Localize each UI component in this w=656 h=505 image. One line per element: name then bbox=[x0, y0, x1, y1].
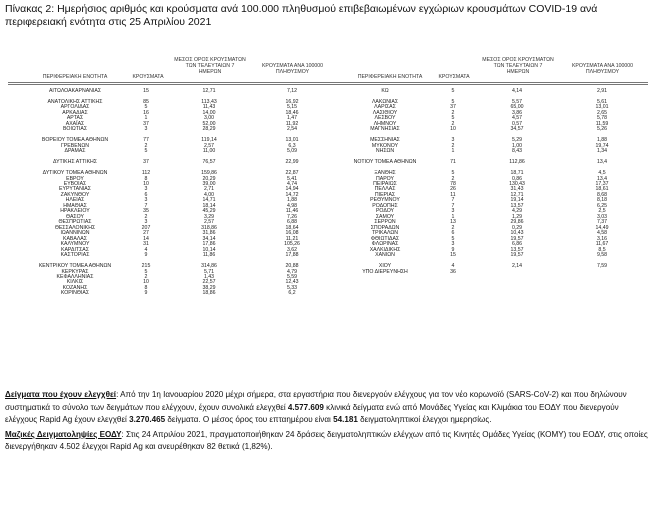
per100k-cell: 22,99 bbox=[285, 159, 299, 166]
region-cell: ΕΥΡΥΤΑΝΙΑΣ bbox=[59, 186, 91, 193]
region-cell: ΧΑΛΚΙΔΙΚΗΣ bbox=[369, 246, 401, 253]
region-cell: ΛΗΜΝΟΥ bbox=[373, 120, 397, 127]
cases-cell: 207 bbox=[141, 224, 151, 231]
header-region-left: ΠΕΡΙΦΕΡΕΙΑΚΗ ΕΝΟΤΗΤΑ bbox=[42, 74, 108, 80]
region-cell: ΞΑΝΘΗΣ bbox=[374, 170, 396, 177]
header-avg7-left: ΜΕΣΟΣ ΟΡΟΣ ΚΡΟΥΣΜΑΤΩΝ ΤΩΝ ΤΕΛΕΥΤΑΙΩΝ 7 ΗΜΕΡΩΝ bbox=[174, 57, 246, 75]
avg7-cell: 10,43 bbox=[510, 230, 524, 237]
cases-cell: 1 bbox=[144, 115, 148, 122]
per100k-cell: 9,58 bbox=[596, 252, 608, 259]
avg7-cell: 130,43 bbox=[509, 180, 525, 187]
cases-cell: 36 bbox=[450, 268, 456, 275]
header-rule-bottom bbox=[8, 84, 648, 85]
cases-cell: 112 bbox=[141, 170, 151, 177]
avg7-cell: 5,29 bbox=[511, 137, 523, 144]
header-cases-left: ΚΡΟΥΣΜΑΤΑ bbox=[132, 74, 164, 80]
avg7-cell: 2,57 bbox=[203, 219, 215, 226]
per100k-cell: 5,78 bbox=[596, 115, 608, 122]
per100k-cell: 4,74 bbox=[286, 180, 298, 187]
per100k-cell: 5,33 bbox=[286, 284, 298, 291]
cases-cell: 2 bbox=[451, 175, 455, 182]
avg7-cell: 18,14 bbox=[202, 202, 216, 209]
avg7-cell: 2,57 bbox=[203, 142, 215, 149]
cases-cell: 77 bbox=[143, 137, 149, 144]
cases-cell: 4 bbox=[144, 246, 148, 253]
region-cell: ΣΠΟΡΑΔΩΝ bbox=[370, 224, 400, 231]
per100k-cell: 3,62 bbox=[286, 246, 298, 253]
region-cell: ΛΑΚΩΝΙΑΣ bbox=[371, 98, 399, 105]
per100k-cell: 5,15 bbox=[286, 104, 298, 111]
region-cell: ΙΩΑΝΝΙΝΩΝ bbox=[60, 230, 90, 237]
header-rule-top bbox=[8, 82, 648, 83]
region-cell: ΜΥΚΟΝΟΥ bbox=[371, 142, 399, 149]
avg7-cell: 3,86 bbox=[511, 109, 523, 116]
avg7-cell: 318,86 bbox=[201, 224, 217, 231]
avg7-cell: 0,29 bbox=[511, 224, 523, 231]
cases-cell: 3 bbox=[144, 197, 148, 204]
avg7-cell: 34,14 bbox=[202, 235, 216, 242]
region-cell: ΚΕΦΑΛΛΗΝΙΑΣ bbox=[56, 273, 94, 280]
region-cell: ΑΙΤΩΛΟΑΚΑΡΝΑΝΙΑΣ bbox=[48, 88, 102, 94]
avg7-cell: 34,57 bbox=[510, 126, 524, 133]
cases-cell: 3 bbox=[144, 186, 148, 193]
per100k-cell: 17,37 bbox=[595, 180, 609, 187]
per100k-cell: 11,46 bbox=[285, 208, 299, 215]
region-cell: ΡΕΘΥΜΝΟΥ bbox=[370, 197, 400, 204]
per100k-cell: 4,5 bbox=[598, 170, 606, 177]
region-cell: ΗΡΑΚΛΕΙΟΥ bbox=[60, 208, 90, 215]
per100k-cell: 14,94 bbox=[285, 186, 299, 193]
region-cell: ΛΕΣΒΟΥ bbox=[374, 115, 396, 122]
cases-cell: 15 bbox=[143, 88, 149, 94]
region-cell: ΔΥΤΙΚΗΣ ΑΤΤΙΚΗΣ bbox=[53, 159, 97, 166]
cases-cell: 5 bbox=[451, 88, 455, 94]
avg7-cell: 11,00 bbox=[202, 148, 216, 155]
table-title: Πίνακας 2: Ημερήσιος αριθμός και κρούσματα ανά 100.000 πληθυσμού επιβεβαιωμένων εγχώριων κρουσμάτων COVID-19 ανά περιφερειακή ενότητα στις 25 Απριλίου 2021 bbox=[5, 3, 598, 28]
avg7-cell: 19,57 bbox=[510, 252, 524, 259]
avg7-cell: 10,14 bbox=[202, 246, 216, 253]
region-cell: ΚΩ bbox=[381, 88, 389, 94]
avg7-cell: 6,86 bbox=[511, 241, 523, 248]
avg7-cell: 18,71 bbox=[510, 170, 524, 177]
avg7-cell: 4,57 bbox=[511, 115, 523, 122]
avg7-cell: 1,43 bbox=[203, 273, 215, 280]
cases-cell: 3 bbox=[451, 208, 455, 215]
avg7-cell: 11,43 bbox=[202, 104, 216, 111]
mass-testing-paragraph: Μαζικές Δειγματοληψίες ΕΟΔΥ: Στις 24 Απριλίου 2021, πραγματοποιήθηκαν 24 δράσεις δειγματοληπτικών ελέγχων από τις Κινητές Ομάδες Υγείας (ΚΟΜΥ) του ΕΟΔΥ, στις οποίες διενεργήθηκαν 4.502 έλεγχοι Rapid Ag και ανευρέθηκαν 82 θετικά (1,82%). bbox=[5, 429, 648, 451]
region-cell: ΡΟΔΟΥ bbox=[375, 208, 395, 215]
per100k-cell: 11,59 bbox=[595, 120, 609, 127]
per100k-cell: 11,67 bbox=[595, 241, 609, 248]
per100k-cell: 18,64 bbox=[285, 224, 299, 231]
region-cell: ΚΑΛΥΜΝΟΥ bbox=[60, 241, 90, 248]
cases-cell: 27 bbox=[143, 230, 149, 237]
avg7-cell: 22,57 bbox=[202, 279, 216, 286]
cases-cell: 85 bbox=[143, 98, 149, 105]
tests-paragraph: Δείγματα που έχουν ελεγχθεί: Από την 1η Ιανουαρίου 2020 μέχρι σήμερα, στα εργαστήρια που διενεργούν ελέγχους για τον νέο κορωνοϊό (SARS-CoV-2) και που δηλώνουν συστηματικά το σύνολο των δειγμάτων που ελέγχουν, έχουν συνολικά ελεγχθεί 4.577.609 κλινικά δείγματα ενώ από Μονάδες Υγείας και Κλιμάκια του ΕΟΔΥ που διενεργούν ελέγχους Rapid Ag έχουν ελεγχθεί 3.270.465 δείγματα. Ο μέσος όρος του επταημέρου είναι 54.181 δειγματοληπτικοί έλεγχοι ημερησίως. bbox=[5, 390, 627, 424]
cases-cell: 37 bbox=[143, 120, 149, 127]
per100k-cell: 22,87 bbox=[285, 170, 299, 177]
avg7-cell: 4,00 bbox=[203, 191, 215, 198]
region-cell: ΚΟΖΑΝΗΣ bbox=[62, 284, 88, 291]
avg7-cell: 119,14 bbox=[201, 137, 217, 144]
per100k-cell: 7,12 bbox=[286, 88, 298, 94]
cases-cell: 15 bbox=[450, 252, 456, 259]
region-cell: ΑΡΚΑΔΙΑΣ bbox=[62, 109, 88, 116]
mass-heading: Μαζικές Δειγματοληψίες ΕΟΔΥ bbox=[5, 429, 122, 439]
region-cell: ΘΑΣΟΥ bbox=[66, 213, 84, 220]
header-region-right: ΠΕΡΙΦΕΡΕΙΑΚΗ ΕΝΟΤΗΤΑ bbox=[357, 74, 423, 80]
per100k-cell: 19,74 bbox=[595, 142, 609, 149]
cases-cell: 8 bbox=[144, 175, 148, 182]
region-cell: ΚΑΒΑΛΑΣ bbox=[63, 235, 87, 242]
cases-cell: 5 bbox=[144, 104, 148, 111]
avg7-cell: 4,29 bbox=[511, 208, 523, 215]
per100k-cell: 105,26 bbox=[284, 241, 300, 248]
avg7-cell: 31,86 bbox=[202, 230, 216, 237]
per100k-cell: 17,88 bbox=[285, 252, 299, 259]
region-cell: ΣΑΜΟΥ bbox=[375, 213, 395, 220]
per100k-cell: 1,88 bbox=[596, 137, 608, 144]
per100k-cell: 8,68 bbox=[596, 191, 608, 198]
per100k-cell: 2,91 bbox=[596, 88, 608, 94]
per100k-cell: 13,01 bbox=[285, 137, 299, 144]
per100k-cell: 7,37 bbox=[596, 219, 608, 226]
per100k-cell: 20,88 bbox=[285, 263, 299, 270]
per100k-cell: 2,5 bbox=[598, 208, 606, 215]
per100k-cell: 4,98 bbox=[286, 202, 298, 209]
region-cell: ΚΑΣΤΟΡΙΑΣ bbox=[60, 252, 90, 259]
cases-cell: 2 bbox=[144, 213, 148, 220]
cases-cell: 10 bbox=[143, 180, 149, 187]
avg7-cell: 39,00 bbox=[202, 180, 216, 187]
cases-cell: 2 bbox=[451, 120, 455, 127]
per100k-cell: 14,72 bbox=[285, 191, 299, 198]
per100k-cell: 6,2 bbox=[288, 290, 296, 297]
per100k-cell: 3,03 bbox=[596, 213, 608, 220]
cases-cell: 10 bbox=[143, 279, 149, 286]
avg7-cell: 5,57 bbox=[511, 98, 523, 105]
table-row bbox=[0, 290, 656, 296]
cases-cell: 5 bbox=[144, 268, 148, 275]
avg7-cell: 8,43 bbox=[511, 148, 523, 155]
cases-cell: 1 bbox=[451, 213, 455, 220]
region-cell: ΠΕΙΡΑΙΩΣ bbox=[373, 180, 397, 187]
per100k-cell: 13,01 bbox=[595, 104, 609, 111]
avg7-cell: 113,43 bbox=[201, 98, 217, 105]
region-cell: ΕΥΒΟΙΑΣ bbox=[63, 180, 87, 187]
cases-cell: 31 bbox=[143, 241, 149, 248]
region-cell: ΒΟΙΩΤΙΑΣ bbox=[62, 126, 88, 133]
per100k-cell: 1,88 bbox=[286, 197, 298, 204]
region-cell: ΧΑΝΙΩΝ bbox=[375, 252, 395, 259]
avg7-cell: 17,86 bbox=[202, 241, 216, 248]
region-cell: ΘΕΣΠΡΩΤΙΑΣ bbox=[58, 219, 92, 226]
header-per100k-left: ΚΡΟΥΣΜΑΤΑ ΑΝΑ 100000 ΠΛΗΘΥΣΜΟΥ bbox=[261, 63, 324, 75]
region-cell: ΒΟΡΕΙΟΥ ΤΟΜΕΑ ΑΘΗΝΩΝ bbox=[41, 137, 109, 144]
per100k-cell: 16,92 bbox=[285, 98, 299, 105]
per100k-cell: 5,09 bbox=[286, 148, 298, 155]
avg7-cell: 0,86 bbox=[511, 175, 523, 182]
cases-cell: 3 bbox=[451, 241, 455, 248]
region-cell: ΛΑΡΙΣΑΣ bbox=[374, 104, 396, 111]
tests-heading: Δείγματα που έχουν ελεγχθεί bbox=[5, 390, 117, 399]
region-cell: ΚΕΡΚΥΡΑΣ bbox=[61, 268, 89, 275]
cases-cell: 7 bbox=[144, 202, 148, 209]
avg7-cell: 29,86 bbox=[510, 219, 524, 226]
cases-cell: 16 bbox=[143, 109, 149, 116]
avg7-cell: 112,86 bbox=[509, 159, 525, 166]
avg7-cell: 3,00 bbox=[203, 115, 215, 122]
cases-cell: 78 bbox=[450, 180, 456, 187]
avg7-cell: 19,14 bbox=[510, 197, 524, 204]
region-cell: ΚΟΡΙΝΘΙΑΣ bbox=[60, 290, 90, 297]
cases-cell: 37 bbox=[143, 159, 149, 166]
per100k-cell: 2,65 bbox=[596, 109, 608, 116]
region-cell: ΘΕΣΣΑΛΟΝΙΚΗΣ bbox=[54, 224, 96, 231]
region-cell: ΜΕΣΣΗΝΙΑΣ bbox=[370, 137, 400, 144]
avg7-cell: 0,57 bbox=[511, 120, 523, 127]
cases-cell: 13 bbox=[450, 219, 456, 226]
region-cell: ΠΕΛΛΑΣ bbox=[374, 186, 396, 193]
cases-cell: 11 bbox=[450, 191, 456, 198]
per100k-cell: 1,34 bbox=[596, 148, 608, 155]
avg7-cell: 14,00 bbox=[202, 109, 216, 116]
per100k-cell: 8,18 bbox=[596, 197, 608, 204]
avg7-cell: 19,57 bbox=[510, 235, 524, 242]
region-cell: ΗΛΕΙΑΣ bbox=[65, 197, 85, 204]
avg7-cell: 12,71 bbox=[510, 191, 524, 198]
avg7-cell: 31,43 bbox=[510, 186, 524, 193]
per100k-cell: 13,4 bbox=[596, 175, 608, 182]
cases-cell: 14 bbox=[143, 235, 149, 242]
cases-cell: 71 bbox=[450, 159, 456, 166]
region-cell: ΤΡΙΚΑΛΩΝ bbox=[371, 230, 399, 237]
region-cell: ΔΥΤΙΚΟΥ ΤΟΜΕΑ ΑΘΗΝΩΝ bbox=[42, 170, 108, 177]
avg7-cell: 38,29 bbox=[202, 284, 216, 291]
header-cases-right: ΚΡΟΥΣΜΑΤΑ bbox=[438, 74, 470, 80]
avg7-cell: 1,00 bbox=[511, 142, 523, 149]
cases-cell: 2 bbox=[144, 273, 148, 280]
per100k-cell: 3,16 bbox=[596, 235, 608, 242]
cases-cell: 6 bbox=[144, 191, 148, 198]
region-cell: ΑΡΓΟΛΙΔΑΣ bbox=[60, 104, 90, 111]
avg7-cell: 5,71 bbox=[203, 268, 215, 275]
cases-cell: 2 bbox=[144, 142, 148, 149]
per100k-cell: 5,59 bbox=[286, 273, 298, 280]
header-avg7-right: ΜΕΣΟΣ ΟΡΟΣ ΚΡΟΥΣΜΑΤΩΝ ΤΩΝ ΤΕΛΕΥΤΑΙΩΝ 7 ΗΜΕΡΩΝ bbox=[482, 57, 554, 75]
region-cell: ΑΝΑΤΟΛΙΚΗΣ ΑΤΤΙΚΗΣ bbox=[47, 98, 103, 105]
region-cell: ΠΑΡΟΥ bbox=[376, 175, 394, 182]
cases-cell: 2 bbox=[451, 109, 455, 116]
avg7-cell: 18,86 bbox=[202, 290, 216, 297]
per100k-cell: 6,88 bbox=[286, 219, 298, 226]
per100k-cell: 11,21 bbox=[285, 235, 299, 242]
cases-cell: 6 bbox=[451, 230, 455, 237]
cases-cell: 215 bbox=[141, 263, 151, 270]
region-cell: ΝΗΣΩΝ bbox=[375, 148, 395, 155]
avg7-cell: 28,29 bbox=[202, 126, 216, 133]
per100k-cell: 18,46 bbox=[285, 109, 299, 116]
avg7-cell: 159,86 bbox=[201, 170, 217, 177]
per100k-cell: 1,47 bbox=[286, 115, 298, 122]
region-cell: ΑΧΑΪΑΣ bbox=[65, 120, 85, 127]
cases-cell: 4 bbox=[451, 263, 455, 270]
notes-section bbox=[5, 389, 651, 456]
avg7-cell: 12,71 bbox=[202, 88, 216, 94]
avg7-cell: 65,00 bbox=[510, 104, 524, 111]
cases-cell: 5 bbox=[451, 115, 455, 122]
avg7-cell: 2,14 bbox=[511, 263, 523, 270]
avg7-cell: 14,71 bbox=[202, 197, 216, 204]
avg7-cell: 11,86 bbox=[202, 252, 216, 259]
per100k-cell: 6,25 bbox=[596, 202, 608, 209]
per100k-cell: 11,92 bbox=[285, 120, 299, 127]
per100k-cell: 4,58 bbox=[596, 230, 608, 237]
avg7-cell: 13,57 bbox=[510, 246, 524, 253]
region-cell: ΚΑΡΔΙΤΣΑΣ bbox=[61, 246, 89, 253]
per100k-cell: 18,61 bbox=[595, 186, 609, 193]
table-row bbox=[0, 269, 656, 275]
region-cell: ΕΒΡΟΥ bbox=[66, 175, 84, 182]
cases-cell: 35 bbox=[143, 208, 149, 215]
cases-cell: 26 bbox=[450, 186, 456, 193]
avg7-cell: 314,86 bbox=[201, 263, 217, 270]
region-cell: ΗΜΑΘΙΑΣ bbox=[63, 202, 87, 209]
per100k-cell: 4,79 bbox=[286, 268, 298, 275]
cases-cell: 8 bbox=[144, 284, 148, 291]
cases-cell: 2 bbox=[451, 142, 455, 149]
avg7-cell: 2,71 bbox=[203, 186, 215, 193]
cases-cell: 5 bbox=[451, 235, 455, 242]
per100k-cell: 5,26 bbox=[596, 126, 608, 133]
avg7-cell: 20,29 bbox=[202, 175, 216, 182]
cases-cell: 9 bbox=[144, 252, 148, 259]
cases-cell: 5 bbox=[451, 170, 455, 177]
region-cell: ΣΕΡΡΩΝ bbox=[374, 219, 396, 226]
avg7-cell: 4,14 bbox=[511, 88, 523, 94]
cases-cell: 7 bbox=[451, 202, 455, 209]
cases-cell: 37 bbox=[450, 104, 456, 111]
header-per100k-right: ΚΡΟΥΣΜΑΤΑ ΑΝΑ 100000 ΠΛΗΘΥΣΜΟΥ bbox=[571, 63, 634, 75]
cases-cell: 3 bbox=[451, 137, 455, 144]
region-cell: ΔΡΑΜΑΣ bbox=[64, 148, 86, 155]
per100k-cell: 7,26 bbox=[286, 213, 298, 220]
region-cell: ΜΑΓΝΗΣΙΑΣ bbox=[370, 126, 400, 133]
region-cell: ΓΡΕΒΕΝΩΝ bbox=[60, 142, 90, 149]
per100k-cell: 14,49 bbox=[595, 224, 609, 231]
per100k-cell: 5,61 bbox=[596, 98, 608, 105]
region-cell: ΝΟΤΙΟΥ ΤΟΜΕΑ ΑΘΗΝΩΝ bbox=[353, 159, 417, 166]
region-cell: ΦΘΙΩΤΙΔΑΣ bbox=[370, 235, 400, 242]
avg7-cell: 76,57 bbox=[202, 159, 216, 166]
cases-cell: 9 bbox=[144, 290, 148, 297]
cases-cell: 2 bbox=[451, 224, 455, 231]
avg7-cell: 52,00 bbox=[202, 120, 216, 127]
region-cell: ΠΙΕΡΙΑΣ bbox=[374, 191, 396, 198]
region-cell: ΛΑΣΙΘΙΟΥ bbox=[372, 109, 398, 116]
per100k-cell: 7,59 bbox=[596, 263, 608, 270]
cases-cell: 1 bbox=[451, 148, 455, 155]
region-cell: ΚΙΛΚΙΣ bbox=[66, 279, 84, 286]
avg7-cell: 45,29 bbox=[202, 208, 216, 215]
cases-cell: 10 bbox=[450, 126, 456, 133]
avg7-cell: 13,57 bbox=[510, 202, 524, 209]
region-cell: ΚΕΝΤΡΙΚΟΥ ΤΟΜΕΑ ΑΘΗΝΩΝ bbox=[38, 263, 112, 270]
region-cell: ΡΟΔΟΠΗΣ bbox=[372, 202, 398, 209]
per100k-cell: 6,3 bbox=[288, 142, 296, 149]
cases-cell: 3 bbox=[144, 219, 148, 226]
cases-cell: 3 bbox=[144, 126, 148, 133]
per100k-cell: 16,08 bbox=[285, 230, 299, 237]
per100k-cell: 12,43 bbox=[285, 279, 299, 286]
per100k-cell: 2,54 bbox=[286, 126, 298, 133]
avg7-cell: 1,29 bbox=[511, 213, 523, 220]
region-cell: ΦΛΩΡΙΝΑΣ bbox=[371, 241, 399, 248]
region-cell: ΖΑΚΥΝΘΟΥ bbox=[60, 191, 90, 198]
region-cell: ΥΠΟ ΔΙΕΡΕΥΝΗΣΗ bbox=[362, 268, 408, 275]
per100k-cell: 8,5 bbox=[598, 246, 606, 253]
region-cell: ΧΙΟΥ bbox=[378, 263, 392, 270]
region-cell: ΑΡΤΑΣ bbox=[66, 115, 84, 122]
cases-cell: 9 bbox=[451, 246, 455, 253]
per100k-cell: 5,41 bbox=[286, 175, 298, 182]
cases-cell: 7 bbox=[451, 197, 455, 204]
per100k-cell: 13,4 bbox=[596, 159, 608, 166]
cases-cell: 5 bbox=[144, 148, 148, 155]
cases-cell: 5 bbox=[451, 98, 455, 105]
avg7-cell: 3,29 bbox=[203, 213, 215, 220]
